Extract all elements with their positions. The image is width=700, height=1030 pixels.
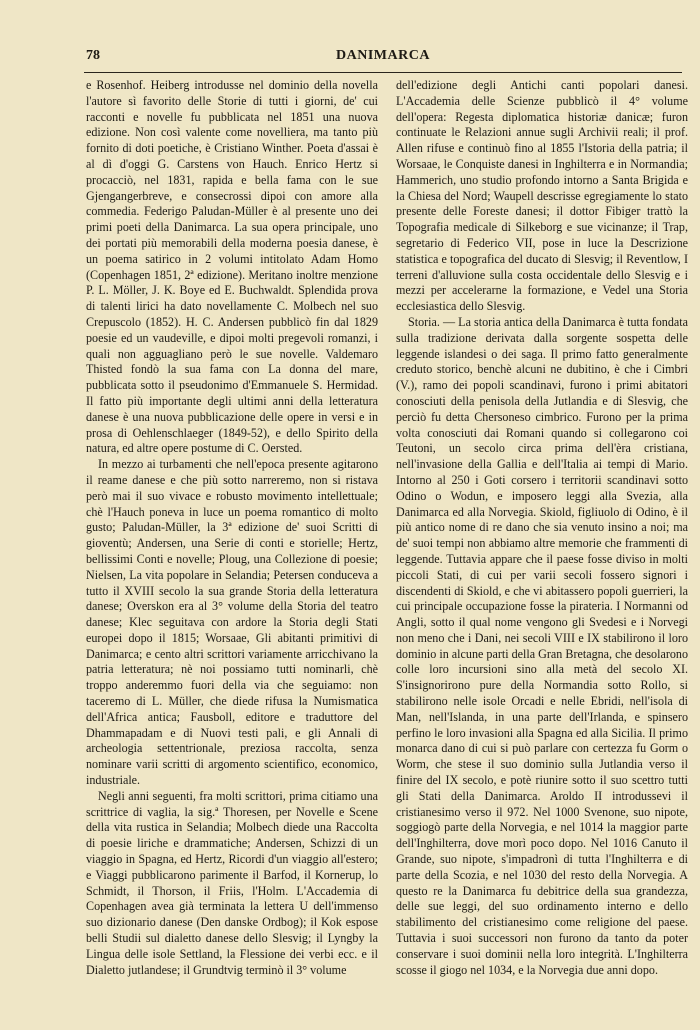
- paragraph: dell'edizione degli Antichi canti popolari danesi. L'Accademia delle Scienze pubblicò il 4° volume dell'opera: Regesta diplomatica historiæ danicæ; furon continuate le Relazioni annue sugli Archivii reali; il prof. Allen rifuse e continuò fino al 1855 l'Istoria della patria; il Worsaae, le Conquiste danesi in Inghilterra e in Normandia; Hammerich, uno studio profondo intorno a Santa Brigida e la Chiesa del Nord; Waupell descrisse egregiamente lo stato presente delle Foreste danesi; il dottor Fibiger trattò la Topografia medicale di Silkeborg e sue vicinanze; il Trap, segretario di Federico VII, pose in luce la Descrizione statistica e topografica del ducato di Slesvig; il Reventlow, I terreni d'alluvione sulla costa occidentale dello Slesvig e i mezzi per accelerarne la formazione, e Vedel una Storia ecclesiastica dello Slesvig.: [396, 78, 688, 314]
- page-number: 78: [86, 48, 100, 63]
- right-column: [396, 78, 688, 1013]
- left-column: [86, 78, 378, 1013]
- header-rule: [84, 72, 682, 73]
- running-title: DANIMARCA: [336, 48, 430, 63]
- page-header: [86, 48, 680, 68]
- paragraph: In mezzo ai turbamenti che nell'epoca presente agitarono il reame danese e che più sotto narreremo, non si ristava però mai il suo vivace e robusto movimento intellettuale; chè l'Hauch poneva in luce un poema romantico di molto gusto; Paludan-Müller, la 3ª edizione de' suoi Scritti di gioventù; Andersen, una Serie di conti e storielle; Hertz, bellissimi Conti e novelle; Ploug, una Collezione di poesie; Nielsen, La vita popolare in Selandia; Petersen conduceva a tutto il XVIII secolo la sua grande Storia della letteratura danese; Overskon era al 3° volume della Storia del teatro danese; Klec seguitava con ardore la Storia degli Stati europei dopo il 1815; Worsaae, Gli abitanti primitivi di Danimarca; e cento altri scrittori variamente arricchivano la patria letteratura; nè noi possiamo tutti nominarli, chè troppo anderemmo fuori della via che seguiamo: non taceremo di L. Müller, che diede rifusa la Numismatica dell'Africa antica; Fausboll, editore e traduttore del Dhammapadam e di Nuovi testi pali, e gli Annali di archeologia settentrionale, preziosa raccolta, senza nominare varii scritti di argomento scientifico, economico, industriale.: [86, 457, 378, 788]
- paragraph: e Rosenhof. Heiberg introdusse nel dominio della novella l'autore sì favorito delle Storie di tutti i giorni, de' cui racconti e novelle fu pubblicata nel 1851 una nuova edizione. Non così valente come novelliera, ma tanto più fornito di doti poetiche, è Cristiano Winther. Poeta d'assai è al dì d'oggi G. Carstens von Hauch. Enrico Hertz si procacciò, nel 1831, rapida e bella fama con le sue Gjengangerbreve, e consecrossi dipoi con amore alla commedia. Federigo Paludan-Müller è al presente uno dei primi poeti della Danimarca. La sua opera principale, uno dei portati più memorabili della moderna poesia danese, è un poema satirico in 2 volumi intitolato Adam Homo (Copenhagen 1851, 2ª edizione). Meritano inoltre menzione P. L. Möller, J. K. Boye ed E. Buchwaldt. Splendida prova di talenti lirici ha dato novellamente C. Molbech nel suo Crepuscolo (1852). H. C. Andersen pubblicò fin dal 1829 poesie ed un vaudeville, e dipoi molti pregevoli romanzi, i quali non agguagliano però le sue novelle. Valdemaro Thisted fondò la sua fama con La donna del mare, pubblicata sotto il pseudonimo d'Emmanuele S. Hermidad. Il fatto più importante degli ultimi anni della letteratura danese è una nuova pubblicazione delle opere in versi e in prosa di Oehlenschlaeger (1849-52), e dello Spirito della natura, ed altre opere postume di C. Oersted.: [86, 78, 378, 456]
- paragraph: Storia. — La storia antica della Danimarca è tutta fondata sulla tradizione derivata dalla sorgente sospetta delle leggende islandesi o dei saga. Il primo fatto generalmente creduto storico, benchè alcuni ne dubitino, è che i Cimbri (V.), ramo dei popoli scandinavi, furono i primi abitatori conosciuti della penisola della Jutlandia e di Slesvig, che perciò fu detta Chersoneso cimbrico. Furono per la prima volta conosciuti dai Romani quando si collegarono coi Teutoni, un secolo circa prima dell'èra cristiana, nell'invasione della Gallia e dell'Italia ai tempi di Mario. Intorno al 250 i Goti corsero i territorii scandinavi sotto Odino o Wodun, e imposero leggi alla Svezia, alla Danimarca ed alla Norvegia. Skiold, figliuolo di Odino, è il più antico nome di re dano che sia venuto insino a noi; ma de' suoi tempi non abbiamo altre memorie che frammenti di leggende. Tuttavia appare che il paese fosse diviso in molti piccoli Stati, di cui per varii secoli fossero signori i discendenti di Skiold, e che vi abitassero popoli guerrieri, la cui principale occupazione fosse la pirateria. I Normanni od Angli, sotto il qual nome vengono gli Svedesi e i Norvegi non meno che i Dani, nei secoli VIII e IX stabilirono il loro dominio in alcune parti della Gran Bretagna, che desolarono colle loro incursioni sino alla metà del secolo XI. S'insignorirono pure della Normandia sotto Rollo, si stabilirono nelle isole Orcadi e nelle Ebridi, nell'isola di Man, nell'Islanda, in una parte dell'Irlanda, e spinsero perfino le loro invasioni alla Spagna ed alla Sicilia. Il primo monarca dano di cui si può parlare con certezza fu Gorm o Worm, che stese il suo dominio sulla Jutlandia verso il finire del IX secolo, e potè riunire sotto il suo scettro tutti gli Stati della Danimarca. Aroldo II introdussevi il cristianesimo verso il 972. Nel 1000 Svenone, suo nipote, soggiogò parte della Norvegia, e nel 1014 la maggior parte dell'Inghilterra, dove morì poco dopo. Nel 1016 Canuto il Grande, suo nipote, s'impadronì di tutta l'Inghilterra e di parte della Scozia, e nel 1030 del resto della Norvegia. A questo re la Danimarca fu debitrice della sua grandezza, delle sue leggi, del suo ordinamento interno e dello stabilimento del cristianesimo come religione del paese. Tuttavia i suoi successori non furono da tanto da poter conservare i suoi dominii nella loro integrità. L'Inghilterra scosse il giogo nel 1034, e la Norvegia due anni dopo.: [396, 314, 688, 977]
- paragraph: Negli anni seguenti, fra molti scrittori, prima citiamo una scrittrice di vaglia, la sig.ª Thoresen, per Novelle e Scene della vita rustica in Selandia; Molbech diede una Raccolta di poesie liriche e drammatiche; Andersen, Schizzi di un viaggio in Spagna, ed Hertz, Ricordi d'un viaggio all'estero; e Viaggi pubblicarono parimente il Barfod, il Kornerup, lo Schmidt, il Thorson, il Friis, l'Holm. L'Accademia di Copenhagen avea già terminata la lettera U dell'immenso suo dizionario danese (Den danske Ordbog); il Kok espose belli Studii sul dialetto danese dello Slesvig; il Lyngby la Lingua delle isole Settland, la Flessione dei verbi ecc. e il Dialetto jutlandese; il Grundtvig terminò il 3° volume: [86, 788, 378, 977]
